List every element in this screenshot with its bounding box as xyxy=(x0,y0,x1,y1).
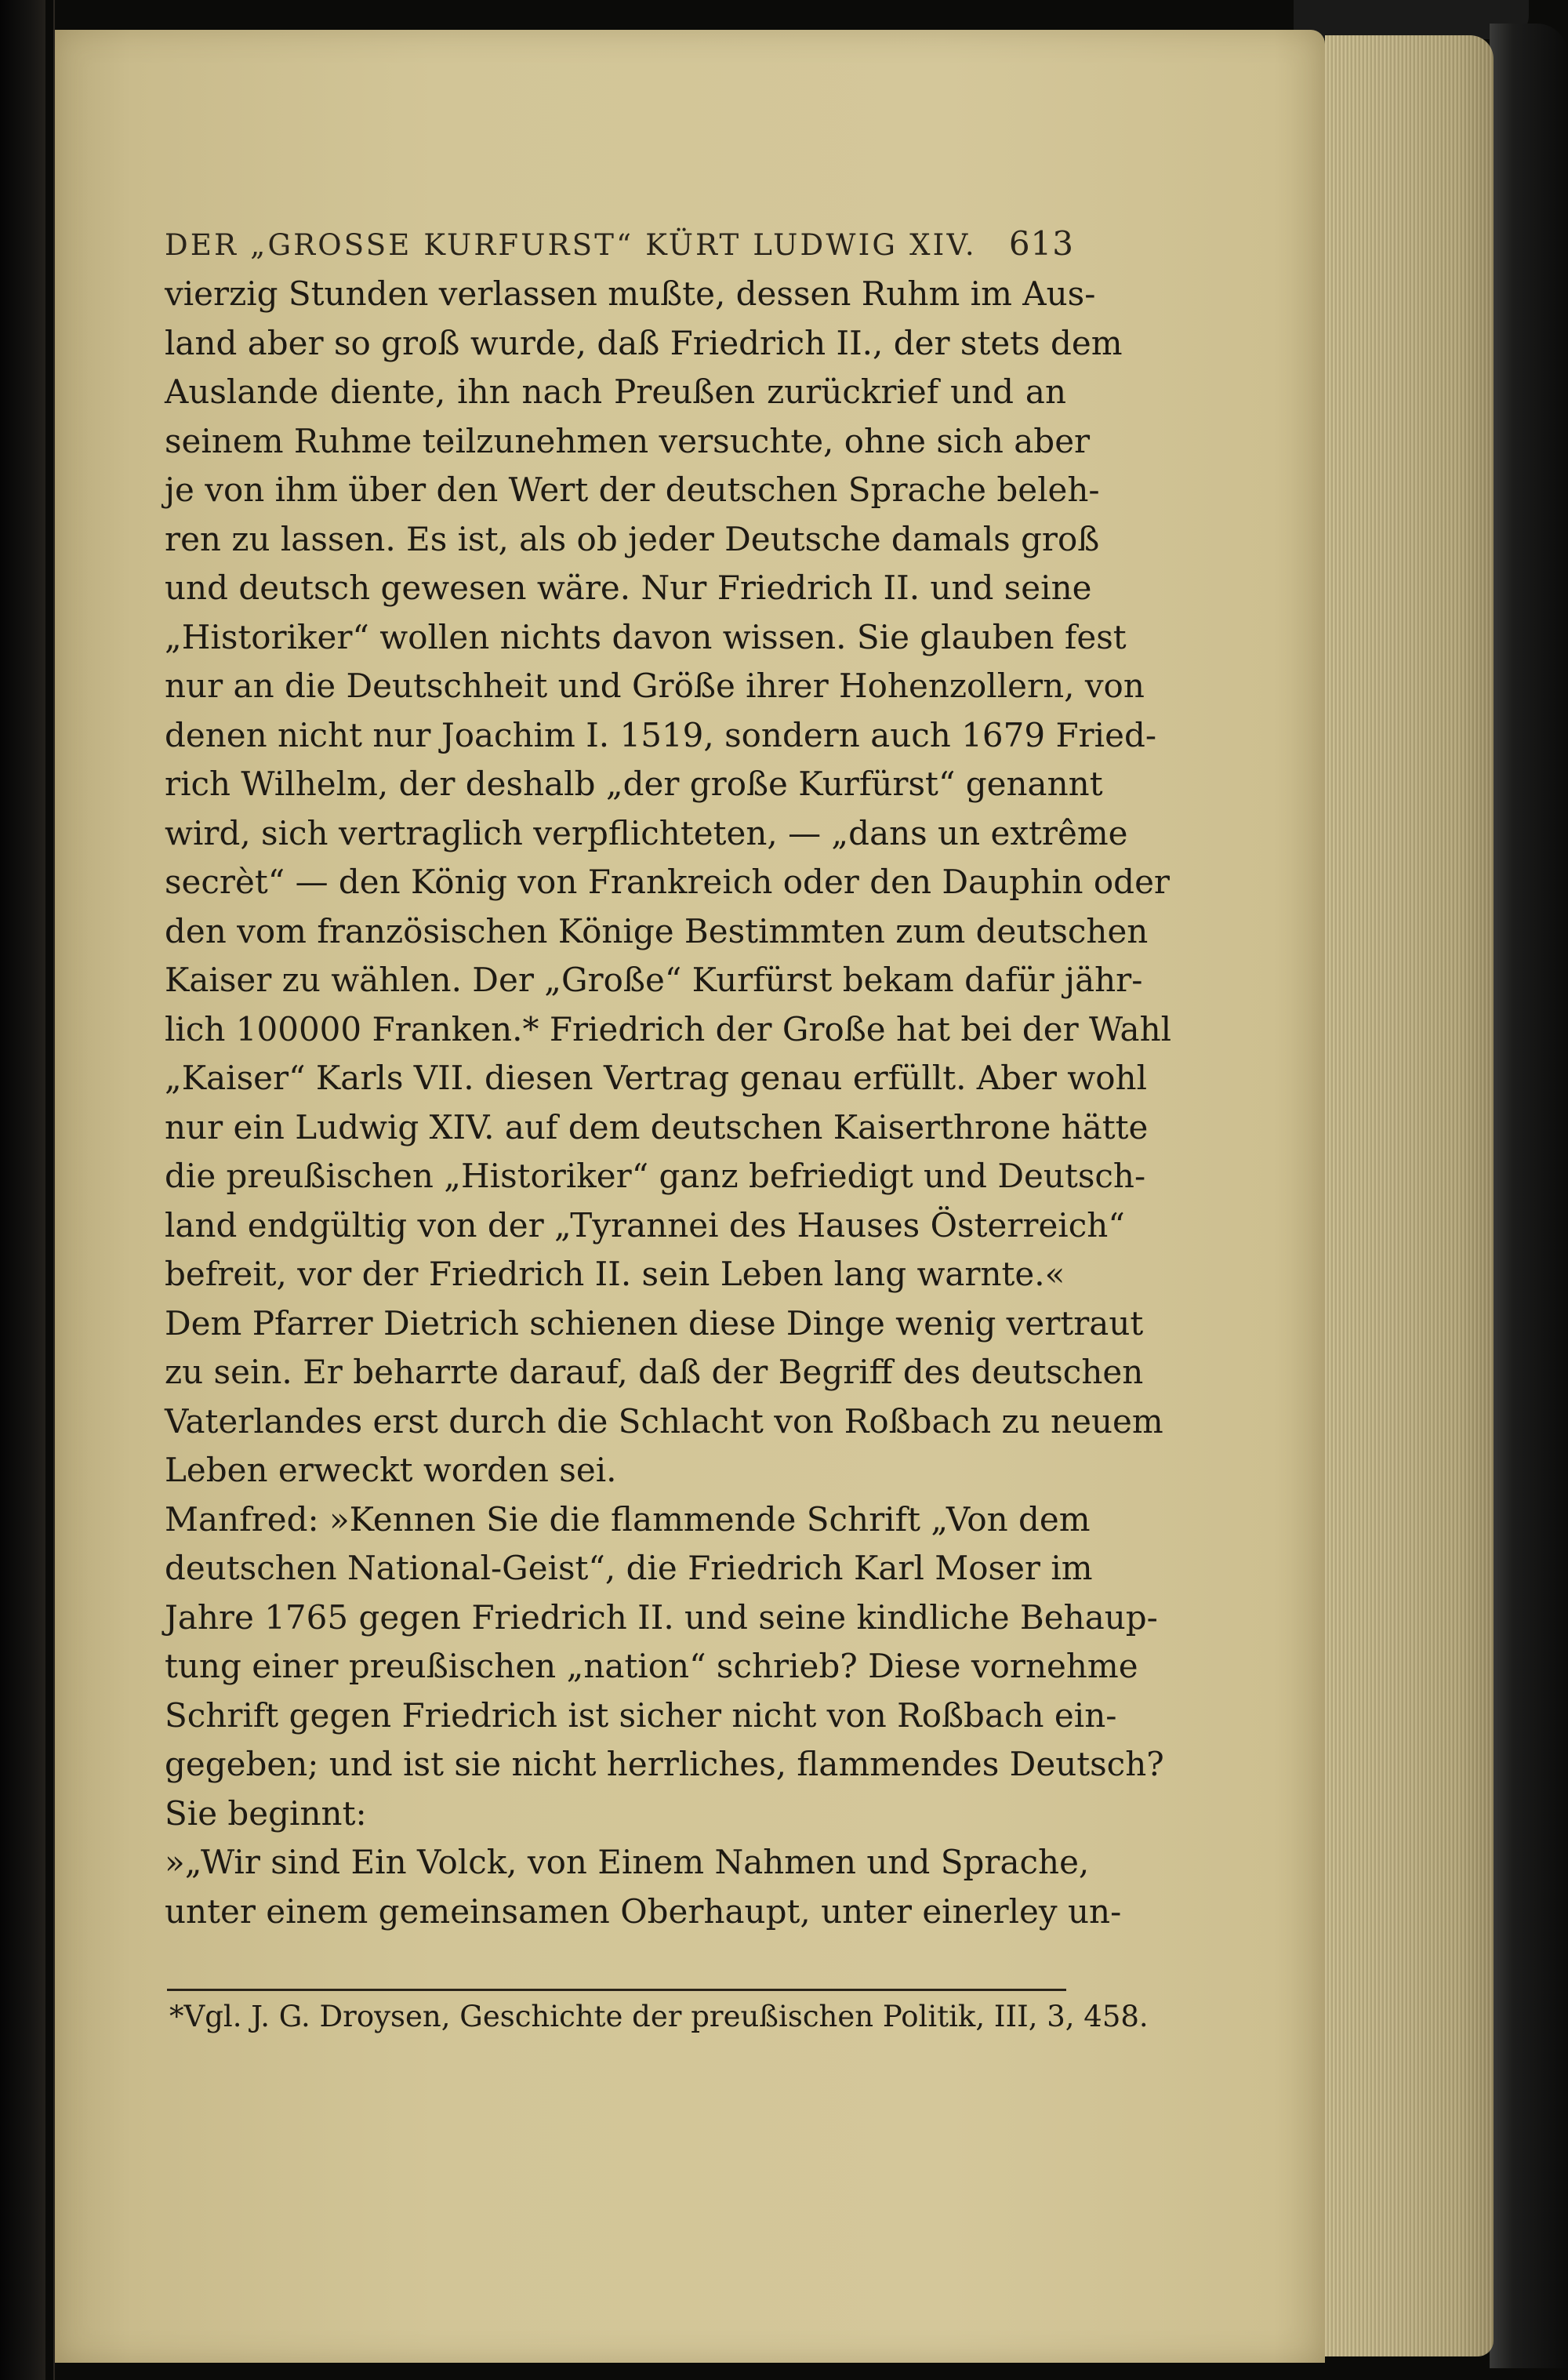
body-text xyxy=(165,270,1172,1936)
text-line: befreit, vor der Friedrich II. sein Leben lang warnte.« xyxy=(165,1255,1065,1293)
text-line: gegeben; und ist sie nicht herrliches, flammendes Deutsch? xyxy=(165,1745,1164,1783)
book-gutter xyxy=(45,0,53,2380)
text-line: die preußischen „Historiker“ ganz befriedigt und Deutsch- xyxy=(165,1157,1146,1195)
text-line: land aber so groß wurde, daß Friedrich II., der stets dem xyxy=(165,323,1123,362)
text-line: nur ein Ludwig XIV. auf dem deutschen Kaiserthrone hätte xyxy=(165,1107,1149,1146)
text-line: je von ihm über den Wert der deutschen Sprache beleh- xyxy=(165,471,1100,509)
text-line: tung einer preußischen „nation“ schrieb? Diese vornehme xyxy=(165,1647,1138,1685)
text-line: Vaterlandes erst durch die Schlacht von Roßbach zu neuem xyxy=(165,1401,1163,1441)
text-line: Dem Pfarrer Dietrich schienen diese Dinge wenig vertraut xyxy=(165,1303,1144,1343)
text-line: seinem Ruhme teilzunehmen versuchte, ohne sich aber xyxy=(165,421,1091,460)
text-line: rich Wilhelm, der deshalb „der große Kurfürst“ genannt xyxy=(165,765,1103,803)
text-line: Sie beginnt: xyxy=(165,1793,367,1833)
text-line: Schrift gegen Friedrich ist sicher nicht von Roßbach ein- xyxy=(165,1695,1117,1735)
text-line: Manfred: »Kennen Sie die flammende Schrift „Von dem xyxy=(165,1499,1091,1539)
running-header xyxy=(165,224,1074,271)
footnote-rule xyxy=(167,1989,1066,1991)
book-cover-right xyxy=(1490,24,1568,2368)
footnote: *Vgl. J. G. Droysen, Geschichte der preußischen Politik, III, 3, 458. xyxy=(169,2000,1149,2033)
text-line: Kaiser zu wählen. Der „Große“ Kurfürst bekam dafür jähr- xyxy=(165,961,1143,999)
text-line: Jahre 1765 gegen Friedrich II. und seine kindliche Behaup- xyxy=(165,1597,1158,1637)
text-line: und deutsch gewesen wäre. Nur Friedrich II. und seine xyxy=(165,569,1092,607)
text-line: zu sein. Er beharrte darauf, daß der Begriff des deutschen xyxy=(165,1353,1144,1391)
text-line: nur an die Deutschheit und Größe ihrer Hohenzollern, von xyxy=(165,667,1145,705)
page-edges xyxy=(1325,35,1494,2356)
text-line: lich 100000 Franken.* Friedrich der Große hat bei der Wahl xyxy=(165,1009,1172,1048)
text-line: Auslande diente, ihn nach Preußen zurückrief und an xyxy=(165,372,1066,411)
running-title: DER „GROSSE KURFURST“ KÜRT LUDWIG XIV. xyxy=(165,228,977,262)
text-line: „Kaiser“ Karls VII. diesen Vertrag genau erfüllt. Aber wohl xyxy=(165,1059,1148,1097)
text-line: Leben erweckt worden sei. xyxy=(165,1451,617,1489)
text-line: „Historiker“ wollen nichts davon wissen. Sie glauben fest xyxy=(165,617,1127,656)
text-line: land endgültig von der „Tyrannei des Hauses Österreich“ xyxy=(165,1205,1125,1245)
text-line: secrèt“ — den König von Frankreich oder den Dauphin oder xyxy=(165,863,1171,901)
text-line: wird, sich vertraglich verpflichteten, — „dans un extrême xyxy=(165,813,1128,852)
text-line: ren zu lassen. Es ist, als ob jeder Deutsche damals groß xyxy=(165,519,1100,558)
page-number: 613 xyxy=(1008,224,1074,263)
text-line: deutschen National-Geist“, die Friedrich Karl Moser im xyxy=(165,1549,1093,1587)
text-line: unter einem gemeinsamen Oberhaupt, unter einerley un- xyxy=(165,1891,1122,1931)
text-line: denen nicht nur Joachim I. 1519, sondern auch 1679 Fried- xyxy=(165,715,1157,754)
text-line: »„Wir sind Ein Volck, von Einem Nahmen und Sprache, xyxy=(165,1843,1090,1881)
text-line: den vom französischen Könige Bestimmten zum deutschen xyxy=(165,911,1149,950)
text-line: vierzig Stunden verlassen mußte, dessen Ruhm im Aus- xyxy=(165,274,1096,313)
